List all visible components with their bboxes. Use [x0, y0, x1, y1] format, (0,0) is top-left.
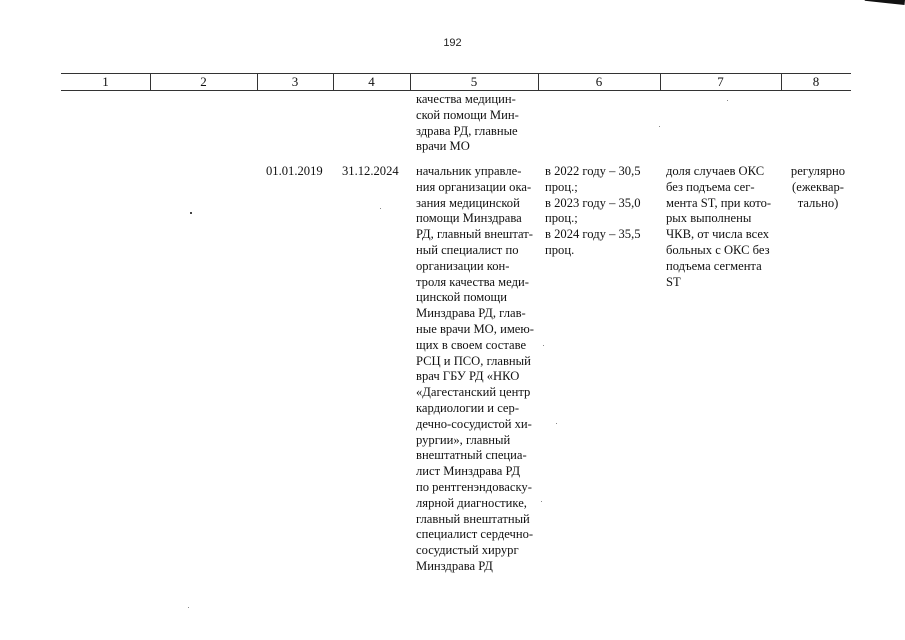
- text-line: доля случаев ОКС: [666, 164, 765, 178]
- text-line: ный специалист по: [416, 242, 519, 257]
- text-line: ской помощи Мин-: [416, 107, 519, 122]
- text-line: Минздрава РД, глав-: [416, 306, 526, 321]
- column-header-5: 5: [410, 74, 539, 90]
- scan-speck: [556, 423, 557, 424]
- text-line: проц.: [545, 242, 575, 257]
- column-header-4: 4: [333, 74, 411, 90]
- text-line: щих в своем составе: [416, 337, 527, 352]
- scan-speck: [541, 501, 542, 502]
- text-line: ST: [666, 274, 681, 289]
- frequency-cell: [784, 164, 852, 211]
- scan-speck: [380, 208, 381, 209]
- column-header-3: 3: [257, 74, 334, 90]
- text-line: ния организации ока-: [416, 179, 532, 194]
- text-line: кардиологии и сер-: [416, 400, 520, 415]
- text-line: дечно-сосудистой хи-: [416, 416, 532, 431]
- text-line: ные врачи МО, имею-: [416, 321, 534, 336]
- text-line: здрава РД, главные: [416, 123, 518, 138]
- text-line: тально): [797, 195, 839, 210]
- text-line: помощи Минздрава: [416, 211, 522, 226]
- text-line: подъема сегмента: [666, 258, 762, 273]
- table-header-row: [61, 73, 851, 91]
- text-line: рургии», главный: [416, 432, 511, 447]
- text-line: регулярно: [790, 164, 846, 178]
- text-line: троля качества меди-: [416, 274, 529, 289]
- column-header-6: 6: [538, 74, 661, 90]
- end-date-cell: 31.12.2024: [342, 164, 399, 178]
- text-line: мента ST, при кото-: [666, 195, 772, 210]
- column-header-1: 1: [61, 74, 151, 90]
- text-line: цинской помощи: [416, 290, 507, 305]
- text-line: проц.;: [545, 211, 578, 226]
- column-header-7: 7: [660, 74, 782, 90]
- column-header-2: 2: [150, 74, 258, 90]
- text-line: врач ГБУ РД «НКО: [416, 369, 520, 384]
- text-line: «Дагестанский центр: [416, 385, 531, 400]
- scan-speck: [659, 126, 660, 127]
- text-line: РД, главный внештат-: [416, 227, 533, 242]
- text-line: организации кон-: [416, 258, 510, 273]
- text-line: внештатный специа-: [416, 448, 527, 463]
- start-date-cell: 01.01.2019: [266, 164, 323, 178]
- scan-speck: [190, 212, 192, 214]
- text-line: больных с ОКС без: [666, 242, 770, 257]
- text-line: проц.;: [545, 179, 578, 194]
- text-line: (ежеквар-: [792, 179, 844, 194]
- text-line: в 2022 году – 30,5: [545, 164, 641, 178]
- scan-speck: [727, 100, 728, 101]
- indicator-cell: [666, 164, 782, 290]
- scan-speck: [543, 345, 544, 346]
- text-line: в 2024 году – 35,5: [545, 227, 641, 242]
- text-line: ЧКВ, от числа всех: [666, 227, 770, 242]
- text-line: врачи МО: [416, 139, 470, 154]
- text-line: лист Минздрава РД: [416, 464, 521, 479]
- text-line: сосудистый хирург: [416, 543, 519, 558]
- page-number: 192: [443, 37, 462, 49]
- text-line: Минздрава РД: [416, 558, 493, 573]
- text-line: качества медицин-: [416, 92, 516, 106]
- text-line: без подъема сег-: [666, 179, 755, 194]
- text-line: начальник управле-: [416, 164, 522, 178]
- responsible-persons-cell: [416, 164, 540, 575]
- text-line: главный внештатный: [416, 511, 530, 526]
- text-line: специалист сердечно-: [416, 527, 534, 542]
- column-header-8: 8: [812, 74, 820, 89]
- text-line: по рентгенэндоваску-: [416, 479, 532, 494]
- text-line: в 2023 году – 35,0: [545, 195, 641, 210]
- scan-speck: [188, 607, 189, 608]
- scan-artifact: [865, 0, 905, 5]
- text-line: РСЦ и ПСО, главный: [416, 353, 531, 368]
- text-line: зания медицинской: [416, 195, 520, 210]
- text-line: лярной диагностике,: [416, 495, 527, 510]
- target-values-cell: [545, 164, 663, 259]
- continuation-col5-cell: [416, 92, 540, 155]
- text-line: рых выполнены: [666, 211, 752, 226]
